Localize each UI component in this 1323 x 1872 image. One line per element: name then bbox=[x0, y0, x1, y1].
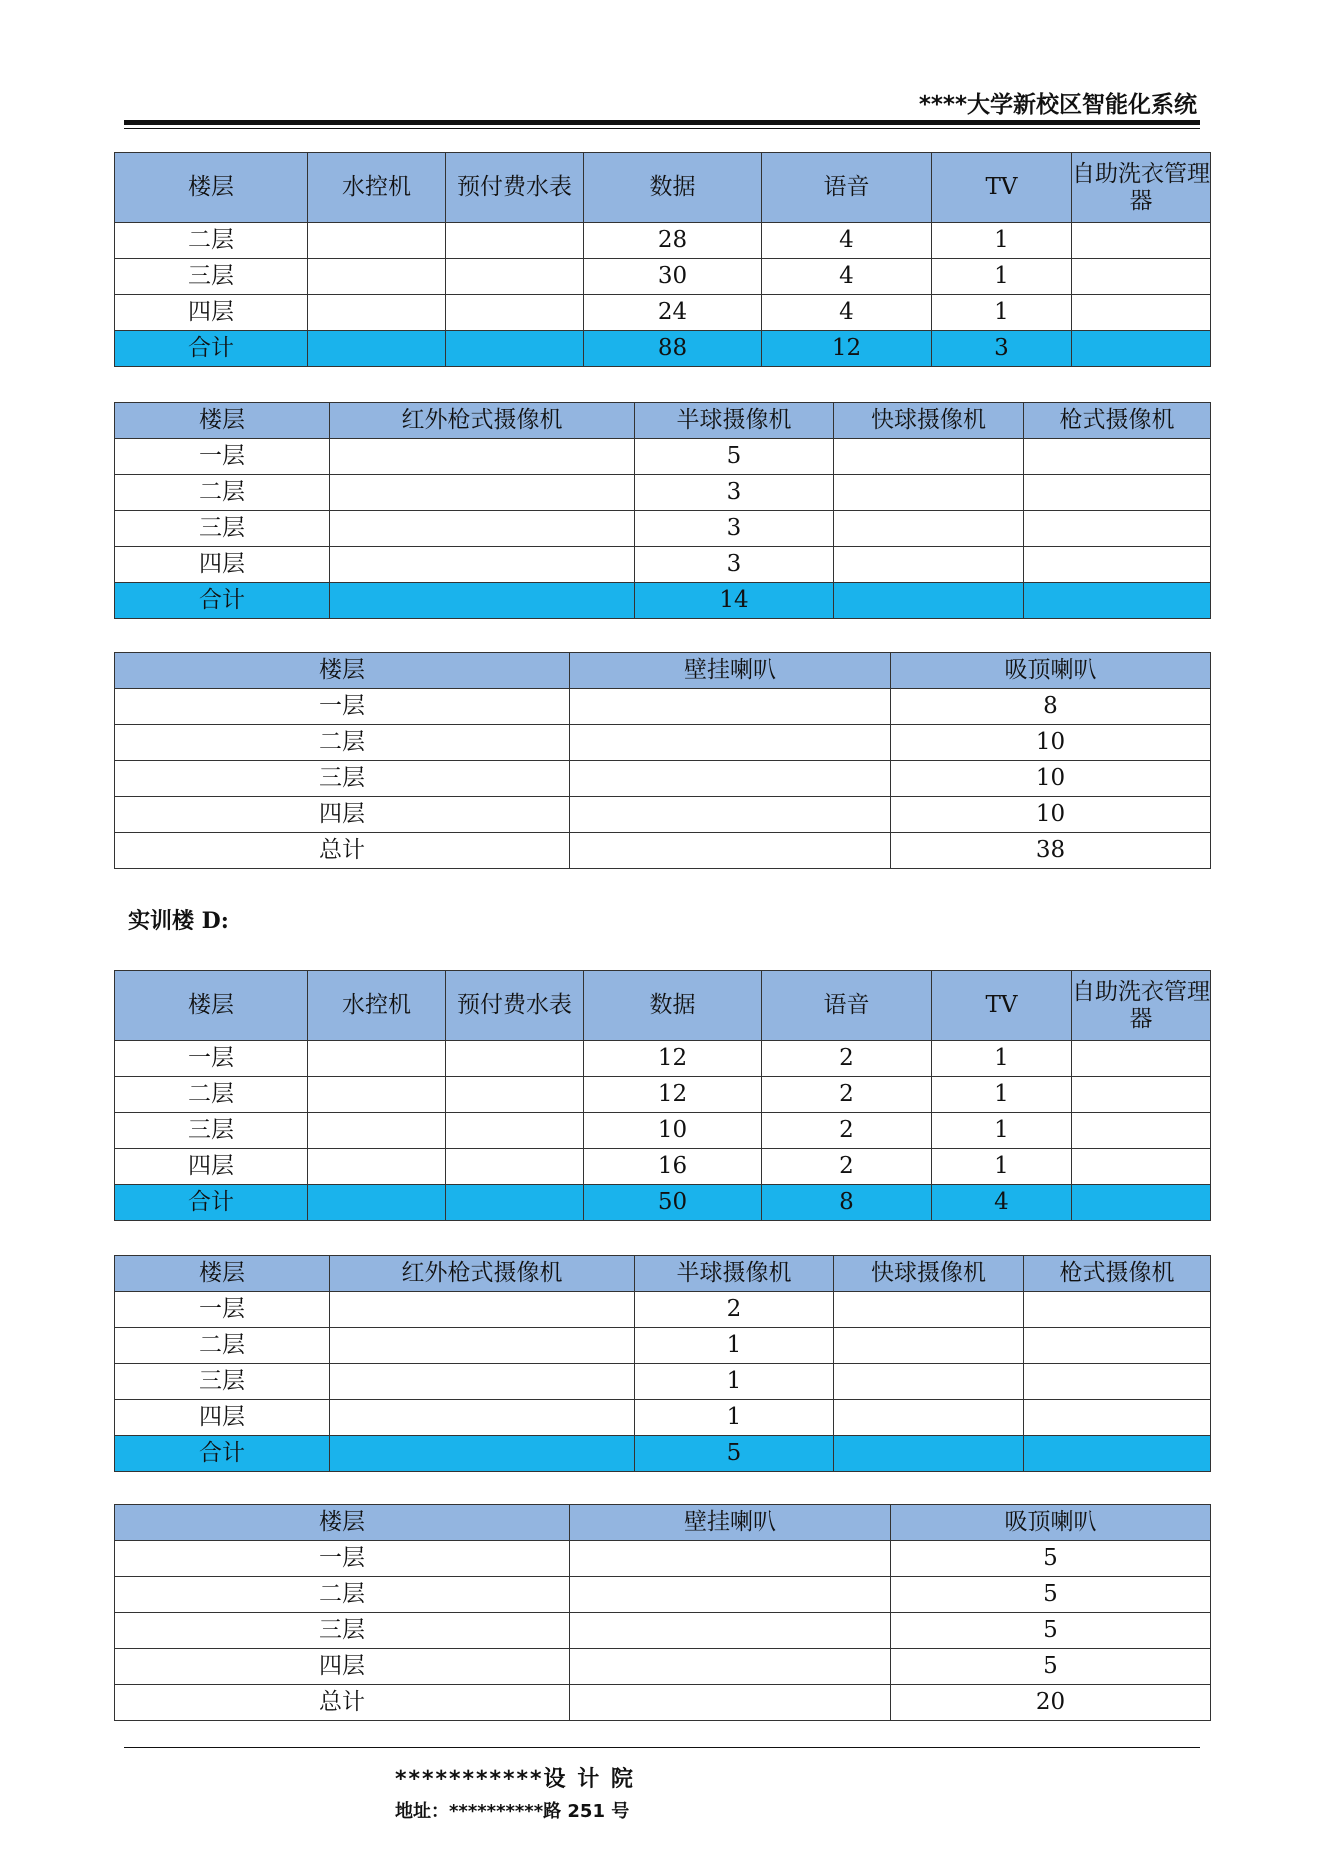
floor-cell: 总计 bbox=[115, 1685, 570, 1721]
table-row bbox=[115, 1613, 1211, 1649]
total-row bbox=[115, 1436, 1211, 1472]
value-cell: 5 bbox=[891, 1577, 1211, 1613]
value-cell: 2 bbox=[762, 1149, 932, 1185]
floor-cell: 四层 bbox=[115, 1649, 570, 1685]
table-header-row bbox=[115, 971, 1211, 1041]
value-cell: 10 bbox=[891, 761, 1211, 797]
value-cell: 4 bbox=[762, 223, 932, 259]
table-row bbox=[115, 1149, 1211, 1185]
value-cell: 3 bbox=[635, 511, 834, 547]
section-label-building-d: 实训楼 D: bbox=[128, 908, 229, 934]
value-cell bbox=[330, 511, 635, 547]
table-row bbox=[115, 475, 1211, 511]
value-cell bbox=[308, 223, 446, 259]
value-cell bbox=[1024, 1328, 1211, 1364]
floor-cell: 三层 bbox=[115, 1364, 330, 1400]
value-cell bbox=[570, 797, 891, 833]
column-header: 楼层 bbox=[115, 971, 308, 1041]
value-cell bbox=[330, 1292, 635, 1328]
value-cell: 3 bbox=[635, 475, 834, 511]
value-cell: 12 bbox=[584, 1077, 762, 1113]
value-cell bbox=[446, 1113, 584, 1149]
table-row bbox=[115, 1328, 1211, 1364]
column-header: 预付费水表 bbox=[446, 971, 584, 1041]
value-cell bbox=[446, 1041, 584, 1077]
table-header-row bbox=[115, 403, 1211, 439]
table-row bbox=[115, 725, 1211, 761]
total-value-cell bbox=[1072, 1185, 1211, 1221]
column-header: 楼层 bbox=[115, 653, 570, 689]
table-header-row bbox=[115, 1256, 1211, 1292]
value-cell bbox=[1072, 1149, 1211, 1185]
value-cell bbox=[308, 295, 446, 331]
value-cell bbox=[1024, 1292, 1211, 1328]
value-cell: 1 bbox=[635, 1328, 834, 1364]
value-cell bbox=[1024, 439, 1211, 475]
value-cell bbox=[834, 1328, 1024, 1364]
table-row bbox=[115, 439, 1211, 475]
floor-cell: 总计 bbox=[115, 833, 570, 869]
table-row bbox=[115, 1685, 1211, 1721]
table-row bbox=[115, 1577, 1211, 1613]
value-cell: 5 bbox=[891, 1613, 1211, 1649]
table-row bbox=[115, 1649, 1211, 1685]
floor-cell: 三层 bbox=[115, 1113, 308, 1149]
floor-cell: 三层 bbox=[115, 259, 308, 295]
value-cell bbox=[1024, 511, 1211, 547]
value-cell: 8 bbox=[891, 689, 1211, 725]
column-header: 吸顶喇叭 bbox=[891, 1505, 1211, 1541]
value-cell bbox=[1072, 295, 1211, 331]
column-header: 壁挂喇叭 bbox=[570, 653, 891, 689]
value-cell bbox=[1072, 1041, 1211, 1077]
value-cell: 28 bbox=[584, 223, 762, 259]
table-row bbox=[115, 833, 1211, 869]
floor-cell: 一层 bbox=[115, 1292, 330, 1328]
value-cell bbox=[308, 1113, 446, 1149]
value-cell bbox=[446, 223, 584, 259]
floor-cell: 一层 bbox=[115, 439, 330, 475]
table-row bbox=[115, 1541, 1211, 1577]
total-value-cell bbox=[446, 1185, 584, 1221]
floor-cell: 四层 bbox=[115, 295, 308, 331]
total-value-cell: 8 bbox=[762, 1185, 932, 1221]
value-cell bbox=[308, 259, 446, 295]
column-header: TV bbox=[932, 971, 1072, 1041]
value-cell: 24 bbox=[584, 295, 762, 331]
value-cell bbox=[330, 1400, 635, 1436]
total-value-cell: 3 bbox=[932, 331, 1072, 367]
value-cell bbox=[1072, 223, 1211, 259]
floor-cell: 一层 bbox=[115, 1041, 308, 1077]
total-label-cell: 合计 bbox=[115, 1436, 330, 1472]
value-cell: 1 bbox=[932, 1149, 1072, 1185]
total-value-cell bbox=[834, 1436, 1024, 1472]
column-header: 半球摄像机 bbox=[635, 403, 834, 439]
value-cell bbox=[330, 1364, 635, 1400]
value-cell bbox=[330, 1328, 635, 1364]
value-cell bbox=[570, 689, 891, 725]
table-row bbox=[115, 1077, 1211, 1113]
column-header: 吸顶喇叭 bbox=[891, 653, 1211, 689]
value-cell: 12 bbox=[584, 1041, 762, 1077]
value-cell bbox=[834, 439, 1024, 475]
value-cell: 1 bbox=[932, 223, 1072, 259]
value-cell: 1 bbox=[932, 1041, 1072, 1077]
table-row bbox=[115, 689, 1211, 725]
value-cell: 20 bbox=[891, 1685, 1211, 1721]
value-cell: 10 bbox=[891, 725, 1211, 761]
value-cell bbox=[834, 1364, 1024, 1400]
floor-cell: 二层 bbox=[115, 1577, 570, 1613]
value-cell bbox=[1024, 1400, 1211, 1436]
column-header: 数据 bbox=[584, 153, 762, 223]
footer-address: 地址：**********路 251 号 bbox=[395, 1801, 630, 1822]
table-row bbox=[115, 1292, 1211, 1328]
value-cell: 10 bbox=[891, 797, 1211, 833]
column-header: 楼层 bbox=[115, 403, 330, 439]
total-row bbox=[115, 583, 1211, 619]
column-header: 快球摄像机 bbox=[834, 1256, 1024, 1292]
floor-cell: 三层 bbox=[115, 1613, 570, 1649]
value-cell bbox=[308, 1077, 446, 1113]
value-cell: 1 bbox=[635, 1364, 834, 1400]
value-cell: 2 bbox=[762, 1113, 932, 1149]
total-value-cell bbox=[308, 1185, 446, 1221]
speaker-table-2 bbox=[114, 1504, 1211, 1721]
value-cell: 1 bbox=[635, 1400, 834, 1436]
value-cell: 2 bbox=[635, 1292, 834, 1328]
floor-cell: 三层 bbox=[115, 511, 330, 547]
table-row bbox=[115, 223, 1211, 259]
value-cell: 16 bbox=[584, 1149, 762, 1185]
column-header: 半球摄像机 bbox=[635, 1256, 834, 1292]
camera-table-1 bbox=[114, 402, 1211, 619]
floor-cell: 二层 bbox=[115, 1328, 330, 1364]
column-header: 水控机 bbox=[308, 153, 446, 223]
value-cell bbox=[834, 547, 1024, 583]
footer-rule bbox=[124, 1747, 1200, 1748]
table-row bbox=[115, 511, 1211, 547]
column-header: 自助洗衣管理器 bbox=[1072, 153, 1211, 223]
column-header: 红外枪式摄像机 bbox=[330, 1256, 635, 1292]
value-cell: 1 bbox=[932, 1113, 1072, 1149]
header-rule-thin bbox=[124, 128, 1200, 129]
table-row bbox=[115, 1400, 1211, 1436]
value-cell bbox=[1024, 547, 1211, 583]
value-cell bbox=[570, 1541, 891, 1577]
floor-cell: 二层 bbox=[115, 1077, 308, 1113]
floor-cell: 一层 bbox=[115, 1541, 570, 1577]
column-header: 枪式摄像机 bbox=[1024, 1256, 1211, 1292]
table-row bbox=[115, 1364, 1211, 1400]
value-cell: 4 bbox=[762, 259, 932, 295]
column-header: 红外枪式摄像机 bbox=[330, 403, 635, 439]
table-row bbox=[115, 547, 1211, 583]
column-header: 数据 bbox=[584, 971, 762, 1041]
value-cell bbox=[570, 761, 891, 797]
total-label-cell: 合计 bbox=[115, 583, 330, 619]
total-value-cell bbox=[330, 583, 635, 619]
floor-cell: 一层 bbox=[115, 689, 570, 725]
total-value-cell bbox=[1024, 583, 1211, 619]
column-header: 语音 bbox=[762, 971, 932, 1041]
value-cell bbox=[330, 439, 635, 475]
total-row bbox=[115, 331, 1211, 367]
value-cell: 2 bbox=[762, 1077, 932, 1113]
value-cell bbox=[1024, 475, 1211, 511]
column-header: 枪式摄像机 bbox=[1024, 403, 1211, 439]
table-row bbox=[115, 295, 1211, 331]
column-header: 楼层 bbox=[115, 153, 308, 223]
value-cell bbox=[446, 1149, 584, 1185]
table-row bbox=[115, 797, 1211, 833]
column-header: TV bbox=[932, 153, 1072, 223]
value-cell: 3 bbox=[635, 547, 834, 583]
column-header: 预付费水表 bbox=[446, 153, 584, 223]
floor-cell: 四层 bbox=[115, 547, 330, 583]
value-cell bbox=[834, 1400, 1024, 1436]
camera-table-2 bbox=[114, 1255, 1211, 1472]
column-header: 楼层 bbox=[115, 1256, 330, 1292]
total-value-cell bbox=[330, 1436, 635, 1472]
total-label-cell: 合计 bbox=[115, 1185, 308, 1221]
table-row bbox=[115, 1113, 1211, 1149]
column-header: 语音 bbox=[762, 153, 932, 223]
value-cell bbox=[446, 1077, 584, 1113]
total-value-cell: 12 bbox=[762, 331, 932, 367]
table-row bbox=[115, 259, 1211, 295]
value-cell bbox=[1072, 1113, 1211, 1149]
column-header: 壁挂喇叭 bbox=[570, 1505, 891, 1541]
table-row bbox=[115, 1041, 1211, 1077]
value-cell bbox=[570, 833, 891, 869]
value-cell bbox=[570, 1685, 891, 1721]
column-header: 自助洗衣管理器 bbox=[1072, 971, 1211, 1041]
total-value-cell bbox=[834, 583, 1024, 619]
total-value-cell: 14 bbox=[635, 583, 834, 619]
total-row bbox=[115, 1185, 1211, 1221]
floor-cell: 二层 bbox=[115, 475, 330, 511]
speaker-table-1 bbox=[114, 652, 1211, 869]
table-header-row bbox=[115, 1505, 1211, 1541]
table-header-row bbox=[115, 153, 1211, 223]
total-value-cell: 50 bbox=[584, 1185, 762, 1221]
floor-cell: 四层 bbox=[115, 1400, 330, 1436]
value-cell: 1 bbox=[932, 259, 1072, 295]
total-value-cell: 5 bbox=[635, 1436, 834, 1472]
value-cell bbox=[834, 511, 1024, 547]
value-cell bbox=[570, 1649, 891, 1685]
value-cell: 1 bbox=[932, 1077, 1072, 1113]
column-header: 水控机 bbox=[308, 971, 446, 1041]
total-value-cell bbox=[1072, 331, 1211, 367]
utility-points-table-2 bbox=[114, 970, 1211, 1221]
header-title: ****大学新校区智能化系统 bbox=[918, 92, 1197, 118]
table-header-row bbox=[115, 653, 1211, 689]
value-cell bbox=[1072, 1077, 1211, 1113]
value-cell bbox=[308, 1041, 446, 1077]
column-header: 快球摄像机 bbox=[834, 403, 1024, 439]
value-cell bbox=[308, 1149, 446, 1185]
value-cell: 1 bbox=[932, 295, 1072, 331]
total-value-cell bbox=[308, 331, 446, 367]
total-value-cell: 88 bbox=[584, 331, 762, 367]
value-cell bbox=[570, 1613, 891, 1649]
value-cell: 2 bbox=[762, 1041, 932, 1077]
value-cell bbox=[570, 725, 891, 761]
total-value-cell: 4 bbox=[932, 1185, 1072, 1221]
value-cell bbox=[834, 475, 1024, 511]
total-value-cell bbox=[446, 331, 584, 367]
header-rule bbox=[124, 120, 1200, 125]
column-header: 楼层 bbox=[115, 1505, 570, 1541]
value-cell bbox=[446, 295, 584, 331]
value-cell: 5 bbox=[635, 439, 834, 475]
value-cell bbox=[570, 1577, 891, 1613]
value-cell: 4 bbox=[762, 295, 932, 331]
value-cell: 30 bbox=[584, 259, 762, 295]
value-cell bbox=[1024, 1364, 1211, 1400]
floor-cell: 三层 bbox=[115, 761, 570, 797]
value-cell bbox=[330, 475, 635, 511]
value-cell: 10 bbox=[584, 1113, 762, 1149]
table-row bbox=[115, 761, 1211, 797]
value-cell: 5 bbox=[891, 1649, 1211, 1685]
floor-cell: 二层 bbox=[115, 725, 570, 761]
floor-cell: 四层 bbox=[115, 797, 570, 833]
floor-cell: 二层 bbox=[115, 223, 308, 259]
footer-organization: ***********设 计 院 bbox=[395, 1767, 635, 1792]
floor-cell: 四层 bbox=[115, 1149, 308, 1185]
utility-points-table-1 bbox=[114, 152, 1211, 367]
value-cell bbox=[446, 259, 584, 295]
value-cell bbox=[330, 547, 635, 583]
value-cell bbox=[1072, 259, 1211, 295]
total-label-cell: 合计 bbox=[115, 331, 308, 367]
total-value-cell bbox=[1024, 1436, 1211, 1472]
value-cell: 38 bbox=[891, 833, 1211, 869]
value-cell: 5 bbox=[891, 1541, 1211, 1577]
value-cell bbox=[834, 1292, 1024, 1328]
